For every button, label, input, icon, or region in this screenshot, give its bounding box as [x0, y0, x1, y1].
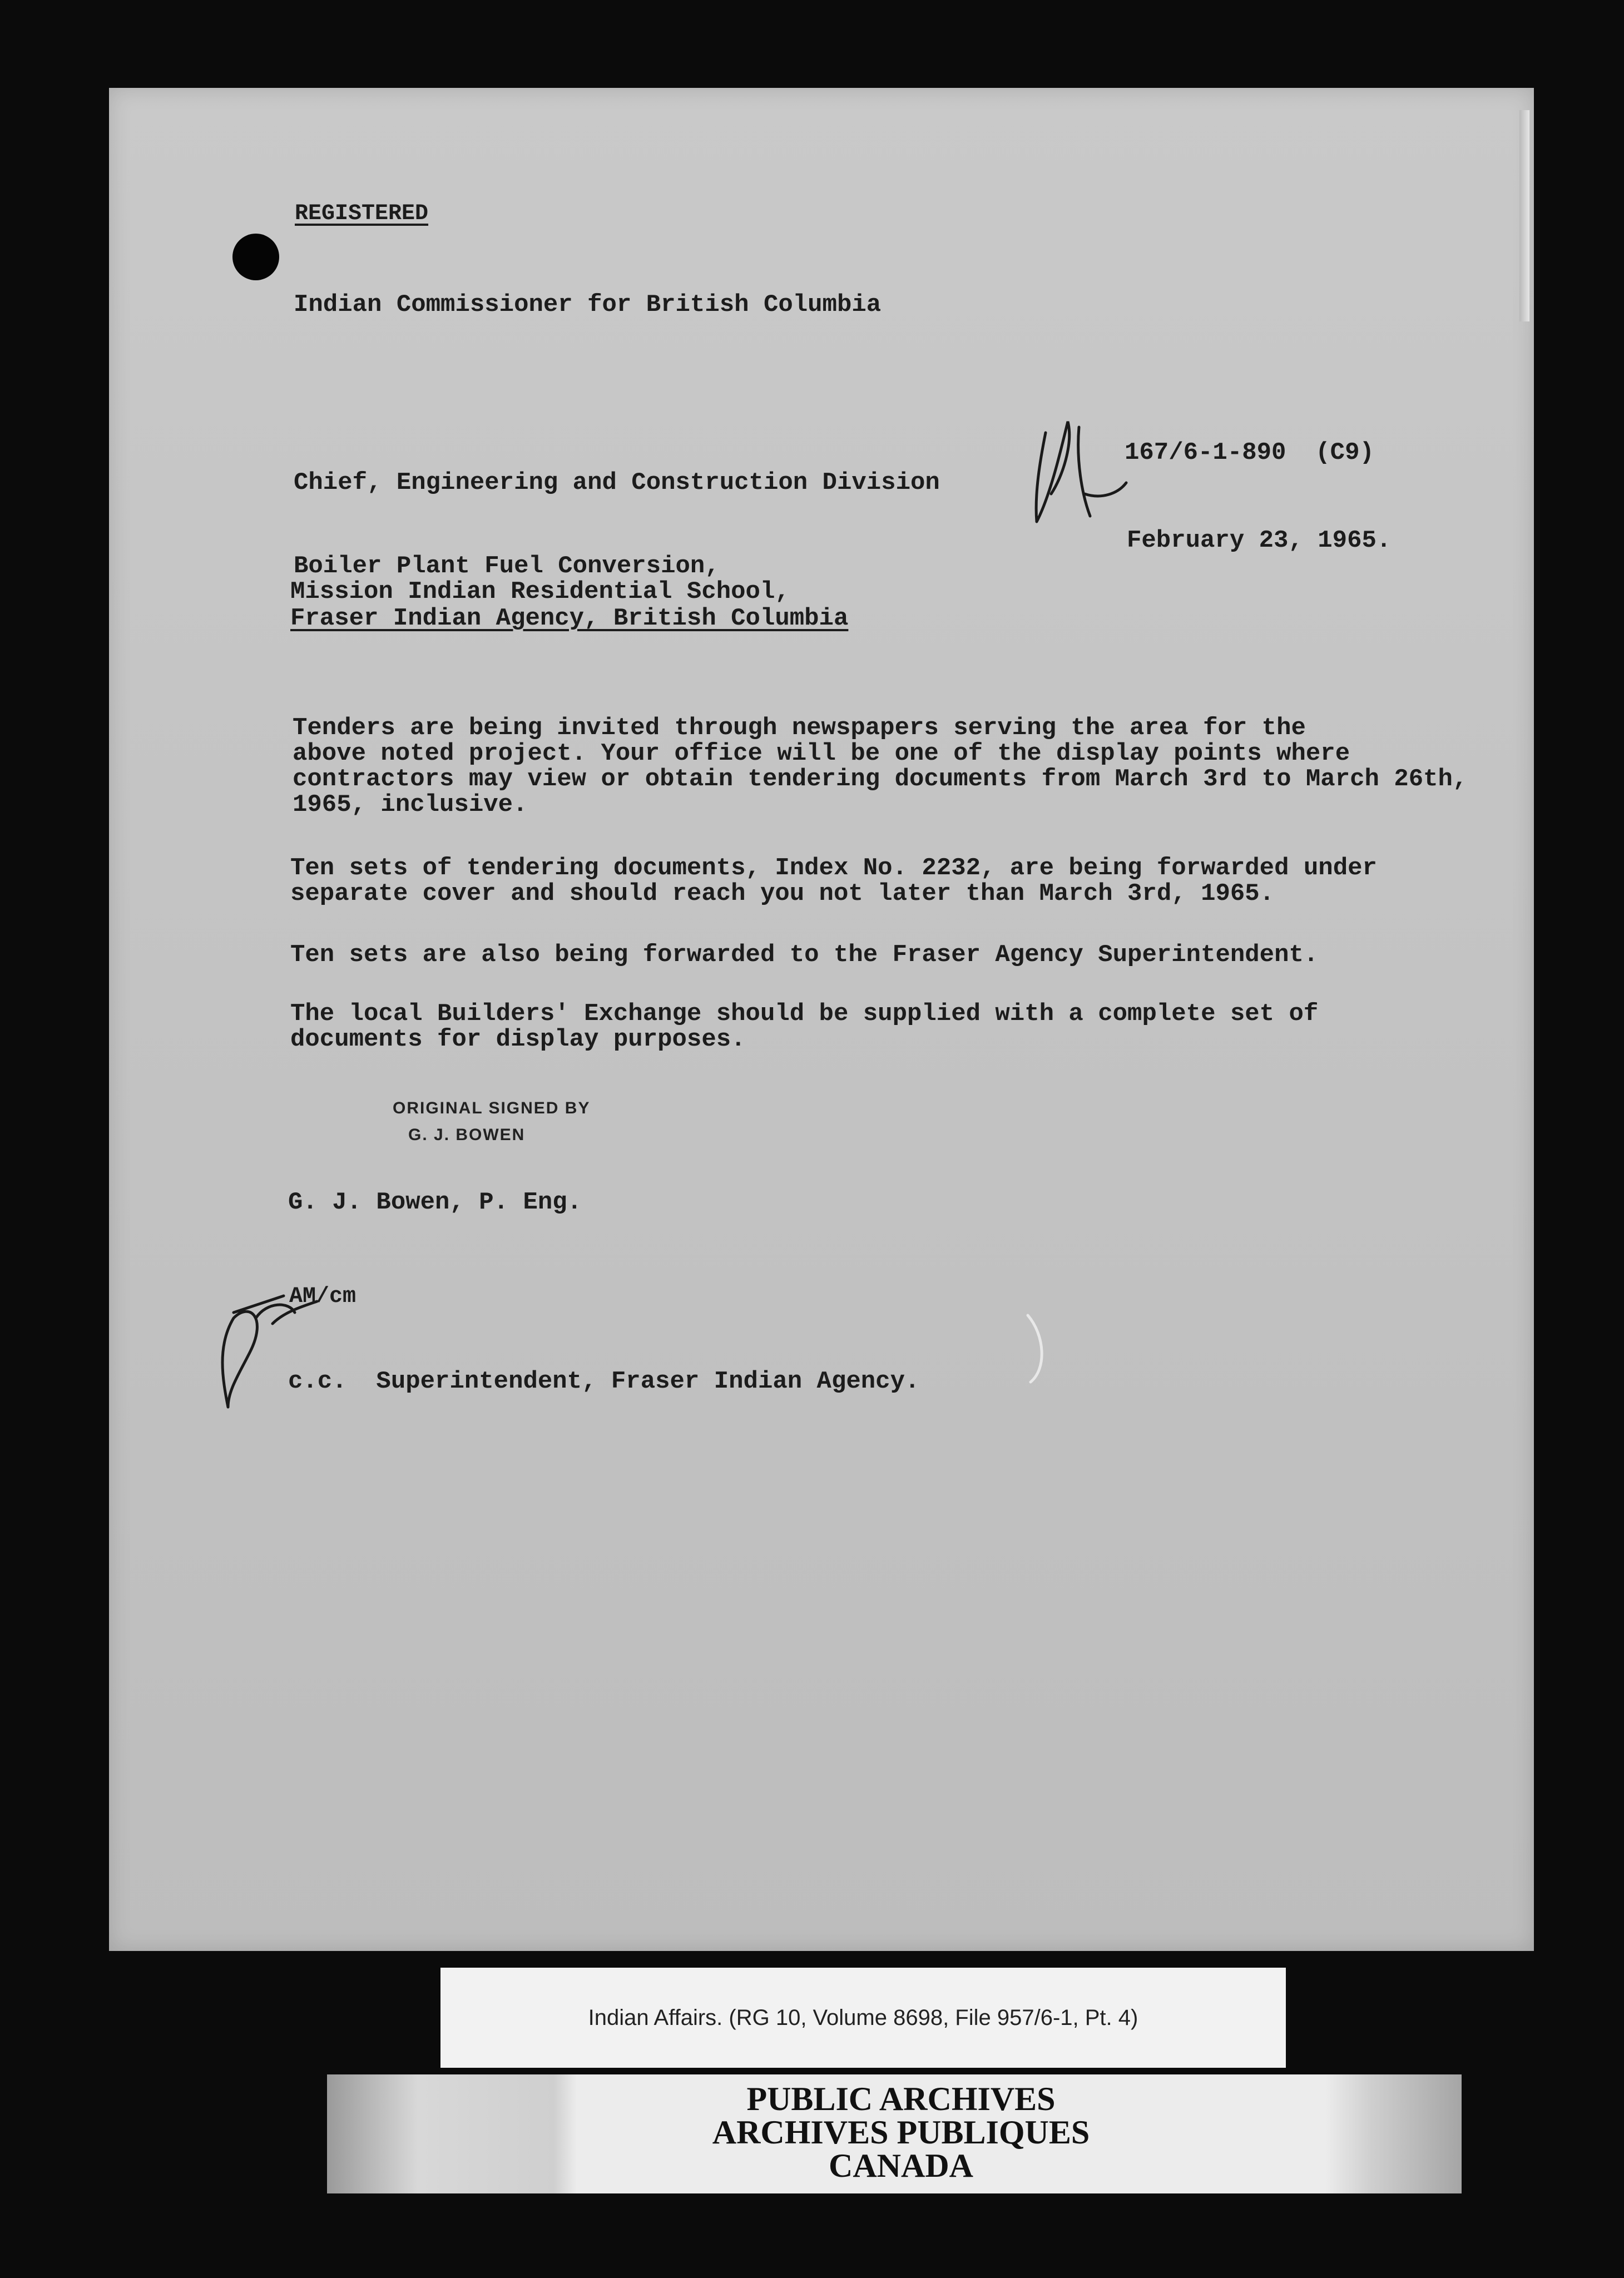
carbon-copy-line: c.c. Superintendent, Fraser Indian Agency.: [288, 1368, 920, 1395]
archive-line-1: PUBLIC ARCHIVES: [746, 2081, 1056, 2117]
signature-line: G. J. Bowen, P. Eng.: [288, 1188, 582, 1216]
registered-heading: REGISTERED: [295, 201, 429, 226]
paragraph-4: The local Builders' Exchange should be supplied with a complete set of documents for display purposes.: [290, 1000, 1319, 1053]
paragraph-3: Ten sets are also being forwarded to the Fraser Agency Superintendent.: [290, 941, 1319, 969]
handwritten-initials-top: [1029, 410, 1129, 527]
sender-line: Chief, Engineering and Construction Division: [294, 469, 940, 497]
file-reference: 167/6-1-890 (C9): [1125, 439, 1374, 467]
addressee-line: Indian Commissioner for British Columbia: [294, 291, 882, 319]
signed-stamp-line-2: G. J. BOWEN: [408, 1126, 526, 1144]
subject-line-1: Boiler Plant Fuel Conversion,: [294, 552, 720, 580]
archive-stamp-text: [0, 2082, 1624, 2182]
archive-line-2: ARCHIVES PUBLIQUES: [712, 2114, 1090, 2151]
letter-date: February 23, 1965.: [1127, 527, 1392, 554]
archive-line-3: CANADA: [829, 2147, 973, 2184]
paragraph-2: Ten sets of tendering documents, Index No. 2232, are being forwarded under separate cover and should reach you not later than March 3rd, 1965.: [290, 854, 1377, 908]
paragraph-1: Tenders are being invited through newspapers serving the area for the above noted project. Your office will be one of the display points where contractors may view or obtain tendering documents from March 3rd to March 26th, 1965, inclusive.: [293, 714, 1468, 819]
subject-line-3: Fraser Indian Agency, British Columbia: [290, 605, 849, 632]
signed-stamp-line-1: ORIGINAL SIGNED BY: [393, 1099, 591, 1117]
subject-line-2: Mission Indian Residential School,: [290, 578, 790, 606]
punch-hole: [232, 234, 279, 280]
pen-mark: [1022, 1313, 1056, 1385]
typist-initials: AM/cm: [289, 1284, 357, 1309]
archive-reference-label: [440, 1968, 1286, 2068]
archive-reference-text: Indian Affairs. (RG 10, Volume 8698, File 957/6-1, Pt. 4): [588, 2005, 1138, 2030]
page-edge: [1519, 110, 1529, 321]
